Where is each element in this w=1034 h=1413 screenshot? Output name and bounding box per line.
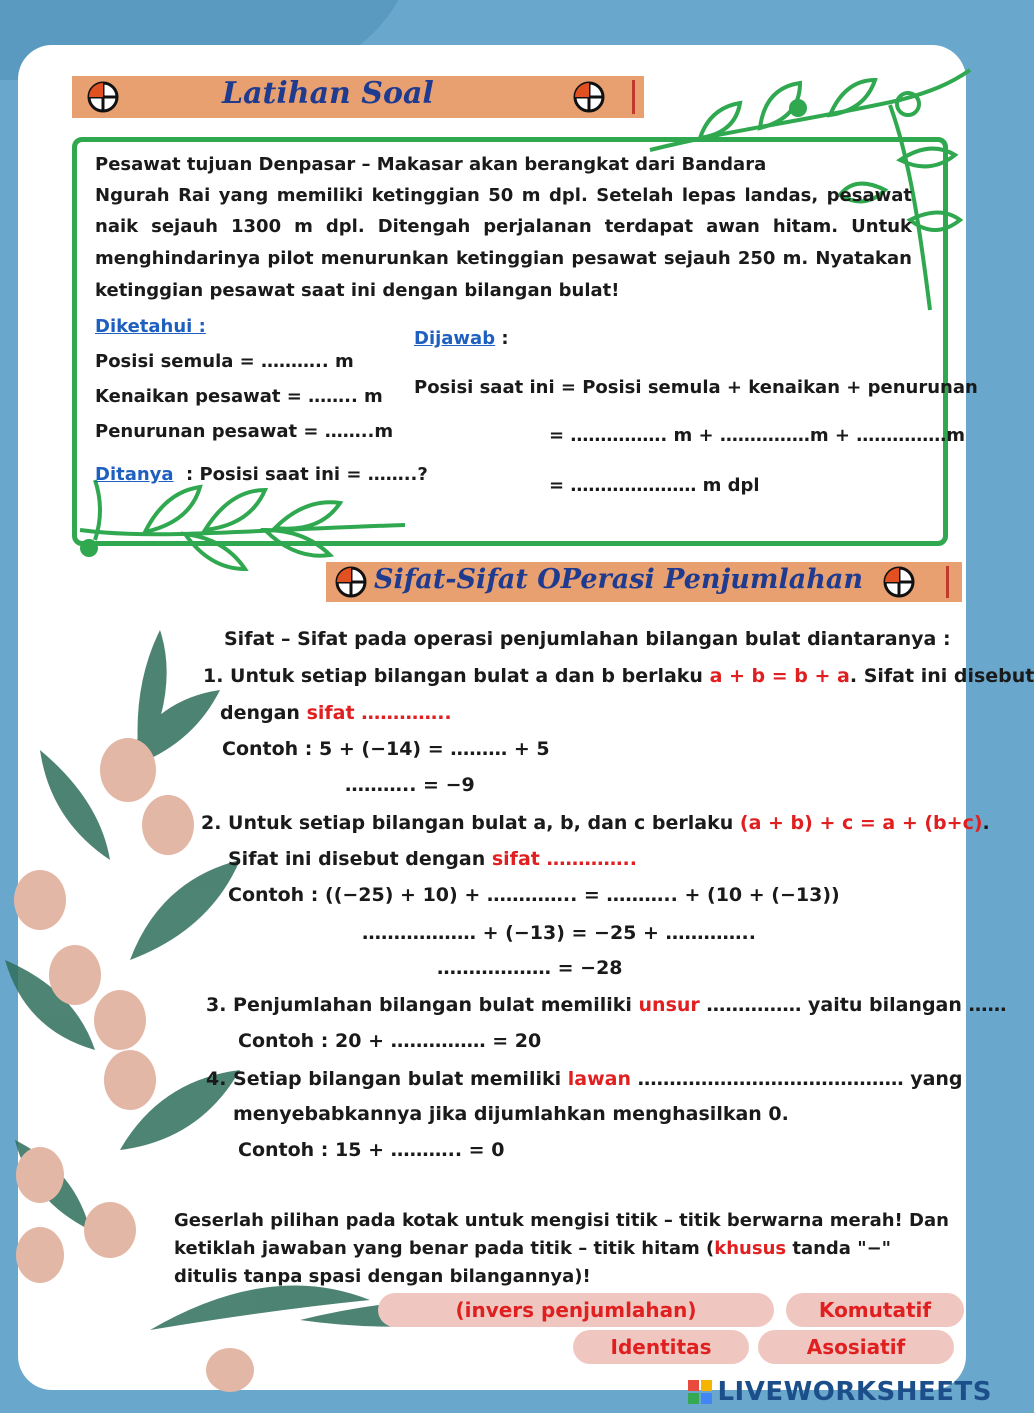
item1-contoh1[interactable]: Contoh : 5 + (−14) = ……… + 5 — [222, 738, 550, 760]
item2-formula: (a + b) + c = a + (b+c) — [739, 812, 983, 834]
item2-drop-blank[interactable]: ………….. — [539, 848, 637, 870]
item2-line2 — [228, 848, 637, 870]
item4-line1 — [206, 1068, 963, 1090]
item1-formula: a + b = b + a — [709, 665, 850, 687]
answer-heading-row — [414, 328, 509, 349]
instructions-line1: Geserlah pilihan pada kotak untuk mengisi titik – titik berwarna merah! Dan — [174, 1210, 949, 1231]
item3-unsur: unsur — [638, 994, 700, 1016]
item1-line2 — [220, 702, 452, 724]
item4-line2: menyebabkannya jika dijumlahkan menghasilkan 0. — [233, 1103, 789, 1125]
logo-text: LIVEWORKSHEETS — [717, 1377, 992, 1407]
item2-contoh3[interactable]: ……………… = −28 — [437, 957, 623, 979]
option-invers-penjumlahan[interactable]: (invers penjumlahan) — [378, 1293, 774, 1327]
option-komutatif[interactable]: Komutatif — [786, 1293, 964, 1327]
instructions-text: ketiklah jawaban yang benar pada titik – titik hitam ( — [174, 1238, 715, 1259]
protractor-icon — [572, 80, 606, 114]
intro-text: Sifat – Sifat pada operasi penjumlahan bilangan bulat diantaranya : — [224, 628, 951, 650]
title-banner — [72, 76, 644, 118]
item2-text-c: Sifat ini disebut dengan — [228, 848, 492, 870]
item2-sifat: sifat — [491, 848, 540, 870]
answer-colon: : — [495, 328, 509, 349]
item4-text: 4. Setiap bilangan bulat memiliki — [206, 1068, 568, 1090]
banner-bar — [632, 80, 635, 114]
answer-step-2[interactable]: = ………………… m dpl — [549, 475, 760, 496]
item1-text: 1. Untuk setiap bilangan bulat a dan b berlaku — [203, 665, 710, 687]
item1-sifat: sifat — [306, 702, 355, 724]
instructions-khusus: khusus — [714, 1238, 787, 1259]
item1-contoh2[interactable]: ……….. = −9 — [345, 774, 475, 796]
item3-line1 — [206, 994, 1007, 1016]
item2-text: 2. Untuk setiap bilangan bulat a, b, dan c berlaku — [201, 812, 740, 834]
known-heading: Diketahui : — [95, 316, 206, 337]
protractor-icon — [882, 565, 916, 599]
section-title: Sifat-Sifat OPerasi Penjumlahan — [374, 564, 863, 595]
item3-contoh[interactable]: Contoh : 20 + …………… = 20 — [238, 1030, 542, 1052]
item4-drop-blank[interactable]: …………………………………… yang — [630, 1068, 963, 1090]
problem-line-4: menghindarinya pilot menurunkan ketinggian pesawat sejauh 250 m. Nyatakan — [95, 248, 912, 269]
item2-text-b: . — [982, 812, 990, 834]
title-text: Latihan Soal — [222, 76, 434, 111]
known-kenaikan: Kenaikan pesawat = …….. m — [95, 386, 383, 407]
item2-line1 — [201, 812, 990, 834]
problem-line-1: Pesawat tujuan Denpasar – Makasar akan berangkat dari Bandara — [95, 154, 767, 175]
asked-heading: Ditanya — [95, 464, 174, 485]
problem-line-2: Ngurah Rai yang memiliki ketinggian 50 m dpl. Setelah lepas landas, pesawat — [95, 185, 912, 206]
instructions-text-b: tanda "−" — [786, 1238, 892, 1259]
item1-line1 — [203, 665, 1034, 687]
asked-text: : Posisi saat ini = ……..? — [186, 464, 428, 485]
known-penurunan: Penurunan pesawat = ……..m — [95, 421, 394, 442]
protractor-icon — [334, 565, 368, 599]
problem-line-3: naik sejauh 1300 m dpl. Ditengah perjalanan terdapat awan hitam. Untuk — [95, 216, 912, 237]
item3-drop-blank[interactable]: …………… yaitu bilangan …… — [699, 994, 1007, 1016]
instructions-line3: ditulis tanpa spasi dengan bilangannya)! — [174, 1266, 591, 1287]
item2-contoh1[interactable]: Contoh : ((−25) + 10) + ………….. = ……….. + (10 + (−13)) — [228, 884, 840, 906]
liveworksheets-logo-icon — [687, 1379, 713, 1405]
item4-contoh[interactable]: Contoh : 15 + ……….. = 0 — [238, 1139, 505, 1161]
item4-lawan: lawan — [567, 1068, 631, 1090]
item1-text-c: dengan — [220, 702, 307, 724]
item1-text-b: . Sifat ini disebut — [849, 665, 1034, 687]
option-identitas[interactable]: Identitas — [573, 1330, 749, 1364]
item3-text: 3. Penjumlahan bilangan bulat memiliki — [206, 994, 639, 1016]
option-asosiatif[interactable]: Asosiatif — [758, 1330, 954, 1364]
item2-contoh2[interactable]: ……………… + (−13) = −25 + ………….. — [362, 922, 756, 944]
answer-step-1[interactable]: = ……………. m + ……………m + ……………m — [549, 425, 965, 446]
section-banner — [326, 562, 962, 602]
problem-line-5: ketinggian pesawat saat ini dengan bilangan bulat! — [95, 280, 620, 301]
known-posisi: Posisi semula = ……….. m — [95, 351, 354, 372]
banner-bar — [946, 566, 949, 598]
liveworksheets-logo — [687, 1377, 992, 1407]
answer-formula: Posisi saat ini = Posisi semula + kenaikan + penurunan — [414, 377, 978, 398]
item1-drop-blank[interactable]: ………….. — [354, 702, 452, 724]
instructions-line2 — [174, 1238, 891, 1259]
protractor-icon — [86, 80, 120, 114]
answer-heading: Dijawab — [414, 328, 496, 349]
